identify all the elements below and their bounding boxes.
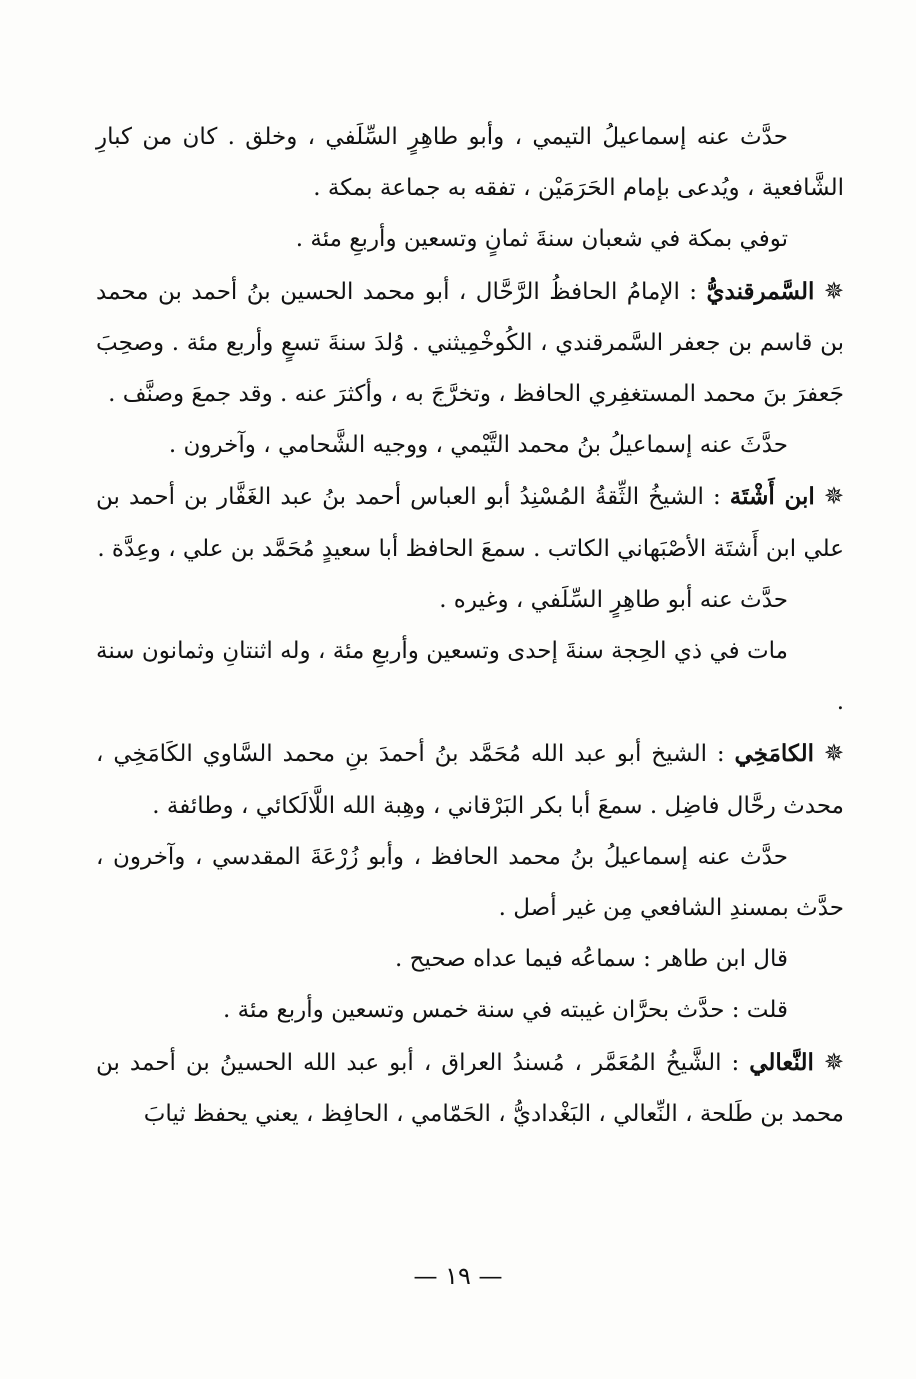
paragraph-1-text: حدَّث عنه إسماعيلُ التيمي ، وأبو طاهِرٍ السِّلَفي ، وخلق . كان من كبارِ الشَّافعية ، ويُدعى بإمام الحَرَمَيْن ، تفقه به جماعة بمكة . xyxy=(96,124,844,202)
page-body xyxy=(96,112,844,1140)
paragraph-10-text: قال ابن طاهر : سماعُه فيما عداه صحيح . xyxy=(395,946,788,973)
entry-niali xyxy=(96,1037,844,1140)
paragraph-9 xyxy=(96,832,844,934)
star-marker-icon: ✵ xyxy=(823,276,844,305)
paragraph-2 xyxy=(96,214,844,265)
paragraph-2-text: توفي بمكة في شعبان سنةَ ثمانٍ وتسعين وأربعِ مئة . xyxy=(295,226,788,253)
paragraph-6-text: حدَّث عنه أبو طاهِرٍ السِّلَفي ، وغيره . xyxy=(439,586,788,613)
paragraph-6 xyxy=(96,575,844,626)
star-marker-icon: ✵ xyxy=(823,739,844,768)
paragraph-4-text: حدَّثَ عنه إسماعيلُ بنُ محمد التَّيْمي ، ووجيه الشَّحامي ، وآخرون . xyxy=(168,432,788,459)
entry-ibn-ashta xyxy=(96,471,844,574)
paragraph-11 xyxy=(96,985,844,1036)
entry-samarqandi xyxy=(96,266,844,421)
entry-text: : الشيخُ الثِّقةُ المُسْنِدُ أبو العباس أحمد بنُ عبد الغَفَّار بن أحمد بن علي ابن أَشتَة الأصْبَهاني الكاتب . سمعَ الحافظ أبا سعيدٍ مُحَمَّد بن علي ، وعِدَّة . xyxy=(96,484,844,562)
entry-kamakhi xyxy=(96,728,844,831)
entry-name: النَّعالي xyxy=(749,1048,814,1076)
paragraph-1 xyxy=(96,112,844,214)
paragraph-4 xyxy=(96,420,844,471)
star-marker-icon: ✵ xyxy=(823,1047,844,1076)
paragraph-9-text: حدَّث عنه إسماعيلُ بنُ محمد الحافظ ، وأبو زُرْعَةَ المقدسي ، وآخرون ، حدَّث بمسندِ الشافعي مِن غير أصل . xyxy=(96,843,844,922)
paragraph-10 xyxy=(96,934,844,985)
entry-name: الكامَخِي xyxy=(734,740,814,768)
paragraph-7 xyxy=(96,626,844,728)
page-number: — ١٩ — xyxy=(413,1262,503,1290)
paragraph-7-text: مات في ذي الحِجة سنةَ إحدى وتسعين وأربعِ مئة ، وله اثنتانِ وثمانون سنة . xyxy=(96,638,844,716)
entry-text: : الإمامُ الحافظُ الرَّحَّال ، أبو محمد الحسين بنُ أحمد بن محمد بن قاسم بن جعفر السَّمرقندي ، الكُوخْمِيثني . وُلدَ سنةَ تسعٍ وأربع مئة . وصحِبَ جَعفرَ بنَ محمد المستغفِري الحافظ ، وتخرَّجَ به ، وأكثرَ عنه . وقد جمعَ وصنَّف . xyxy=(96,278,844,408)
entry-name: السَّمرقنديُّ xyxy=(706,277,815,305)
entry-text: : الشيخ أبو عبد الله مُحَمَّد بنُ أحمدَ بنِ محمد السَّاوي الكَامَخِي ، محدث رحَّال فاضِل . سمعَ أبا بكر البَرْقاني ، وهِبة الله اللَّالَكائي ، وطائفة . xyxy=(96,741,844,819)
entry-name: ابن أَشْتَة xyxy=(729,483,815,511)
star-marker-icon: ✵ xyxy=(823,482,844,511)
entry-text: : الشَّيخُ المُعَمَّر ، مُسندُ العراق ، أبو عبد الله الحسينُ بن أحمد بن محمد بن طَلحة ، النِّعالي ، البَغْداديُّ ، الحَمّامي ، الحافِظ ، يعني يحفظ ثيابَ xyxy=(96,1049,844,1127)
paragraph-11-text: قلت : حدَّث بحرَّان غيبته في سنة خمس وتسعين وأربع مئة . xyxy=(223,997,788,1024)
